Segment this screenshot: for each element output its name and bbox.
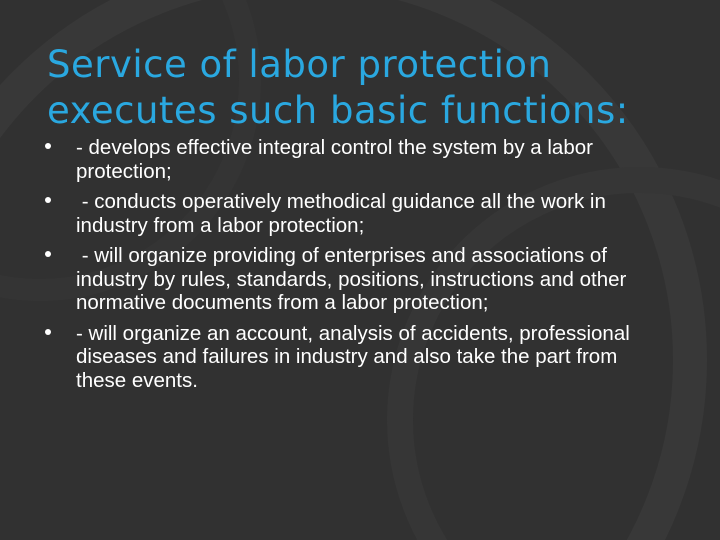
bullet-item xyxy=(44,322,634,393)
bullet-item xyxy=(44,244,634,315)
bullet-item xyxy=(44,136,634,183)
bullet-item xyxy=(44,190,634,237)
bullet-list xyxy=(44,136,634,399)
bullet-text: - develops effective integral control the system by a labor protection; xyxy=(76,136,599,183)
bullet-text: - conducts operatively methodical guidance all the work in industry from a labor protection; xyxy=(76,190,612,237)
bullet-dot-icon xyxy=(44,195,54,205)
slide-title: Service of labor protection executes such basic functions: xyxy=(47,43,629,132)
bullet-dot-icon xyxy=(44,327,54,337)
bullet-dot-icon xyxy=(44,249,54,259)
bullet-text: - will organize providing of enterprises and associations of industry by rules, standards, positions, instructions and other normative documents from a labor protection; xyxy=(76,244,633,314)
bullet-dot-icon xyxy=(44,141,54,151)
bullet-text: - will organize an account, analysis of accidents, professional diseases and failures in industry and also take the part from these events. xyxy=(76,321,636,392)
